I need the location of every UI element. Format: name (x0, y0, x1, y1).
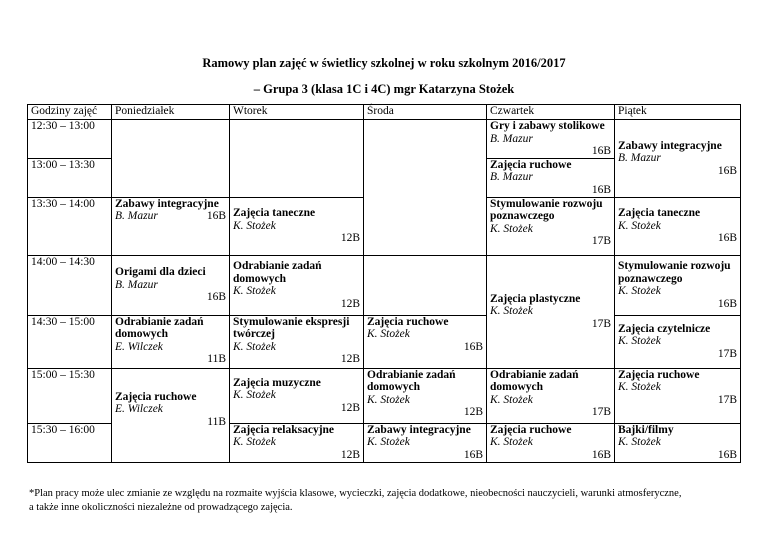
activity-name: Stymulowanie rozwoju poznawczego (490, 197, 603, 222)
teacher-name: K. Stożek (490, 222, 533, 235)
room-label: 11B (207, 353, 226, 365)
teacher-name: K. Stożek (233, 389, 276, 402)
schedule-cell (615, 315, 741, 368)
empty-cell (112, 120, 230, 198)
room-label: 17B (591, 406, 611, 418)
schedule-cell (487, 368, 615, 423)
teacher-name: K. Stożek (233, 436, 276, 448)
table-row (28, 368, 741, 423)
teacher-name: B. Mazur (115, 278, 158, 291)
header-friday: Piątek (615, 105, 741, 120)
teacher-name: E. Wilczek (115, 340, 163, 353)
room-label: 16B (717, 297, 737, 310)
time-slot: 14:00 – 14:30 (28, 255, 112, 315)
table-row (28, 255, 741, 315)
activity-name: Gry i zabawy stolikowe (490, 120, 605, 132)
teacher-name: E. Wilczek (115, 403, 163, 415)
activity-name: Zajęcia ruchowe (115, 390, 197, 403)
schedule-table (27, 104, 741, 463)
teacher-name: K. Stożek (618, 381, 661, 393)
teacher-name: K. Stożek (367, 436, 410, 448)
teacher-name: B. Mazur (490, 171, 533, 183)
room-label: 17B (717, 347, 737, 360)
activity-name: Zabawy integracyjne (618, 139, 722, 152)
schedule-cell (364, 368, 487, 423)
schedule-cell (615, 423, 741, 462)
room-label: 16B (717, 448, 737, 461)
room-label: 12B (340, 353, 360, 365)
footnote (29, 487, 749, 515)
footnote-line: *Plan pracy może ulec zmianie ze względu na rozmaite wyjścia klasowe, wycieczki, zajęcia dodatkowe, nieobecności nauczycieli, warunki atmosferyczne, (29, 488, 682, 499)
teacher-name: K. Stożek (233, 340, 276, 353)
room-label: 16B (206, 210, 226, 222)
schedule-cell (230, 315, 364, 368)
schedule-cell (615, 197, 741, 255)
room-label: 16B (591, 448, 611, 461)
header-tuesday: Wtorek (230, 105, 364, 120)
activity-name: Zajęcia muzyczne (233, 376, 321, 389)
teacher-name: K. Stożek (490, 436, 533, 448)
activity-name: Zajęcia ruchowe (618, 368, 700, 381)
time-slot: 15:00 – 15:30 (28, 368, 112, 423)
header-monday: Poniedziałek (112, 105, 230, 120)
room-label: 12B (340, 448, 360, 461)
room-label: 12B (340, 401, 360, 414)
schedule-cell (487, 197, 615, 255)
footnote-line: a także inne okoliczności niezależne od prowadzącego zajęcia. (29, 502, 293, 513)
teacher-name: B. Mazur (115, 210, 158, 222)
room-label: 16B (717, 164, 737, 177)
activity-name: Odrabianie zadań domowych (233, 260, 322, 285)
teacher-name: K. Stożek (618, 285, 661, 297)
activity-name: Bajki/filmy (618, 423, 674, 436)
document-title: Ramowy plan zajęć w świetlicy szkolnej w roku szkolnym 2016/2017 (202, 56, 566, 70)
document-subtitle: – Grupa 3 (klasa 1C i 4C) mgr Katarzyna Stożek (253, 82, 515, 96)
activity-name: Zajęcia taneczne (233, 207, 316, 220)
room-label: 16B (206, 291, 226, 304)
schedule-cell (230, 197, 364, 255)
schedule-cell (230, 368, 364, 423)
header-thursday: Czwartek (487, 105, 615, 120)
activity-name: Odrabianie zadań domowych (367, 368, 456, 393)
teacher-name: B. Mazur (490, 132, 533, 145)
room-label: 16B (591, 183, 611, 196)
table-row (28, 315, 741, 368)
activity-name: Zajęcia relaksacyjne (233, 423, 335, 436)
activity-name: Zajęcia ruchowe (490, 158, 572, 171)
activity-name: Origami dla dzieci (115, 266, 206, 279)
teacher-name: K. Stożek (618, 335, 661, 348)
schedule-cell (615, 368, 741, 423)
room-label: 16B (591, 145, 611, 157)
room-label: 17B (717, 393, 737, 406)
time-slot: 12:30 – 13:00 (28, 120, 112, 159)
activity-name: Stymulowanie ekspresji twórczej (233, 315, 350, 340)
activity-name: Zajęcia czytelnicze (618, 322, 711, 335)
time-slot: 15:30 – 16:00 (28, 423, 112, 462)
teacher-name: K. Stożek (233, 219, 276, 232)
room-label: 12B (340, 297, 360, 310)
schedule-cell (112, 315, 230, 368)
activity-name: Zajęcia plastyczne (490, 292, 581, 305)
time-slot: 13:00 – 13:30 (28, 158, 112, 197)
schedule-cell (487, 158, 615, 197)
schedule-cell (615, 255, 741, 315)
teacher-name: B. Mazur (618, 152, 661, 164)
empty-cell (364, 255, 487, 315)
activity-name: Odrabianie zadań domowych (115, 315, 204, 340)
activity-name: Zajęcia ruchowe (367, 315, 449, 328)
schedule-cell (615, 120, 741, 198)
room-label: 12B (340, 232, 360, 245)
room-label: 16B (717, 232, 737, 245)
room-label: 16B (463, 448, 483, 461)
header-wednesday: Środa (364, 105, 487, 120)
header-hours: Godziny zajęć (28, 105, 112, 120)
activity-name: Stymulowanie rozwoju poznawczego (618, 260, 731, 285)
teacher-name: K. Stożek (490, 305, 533, 318)
empty-cell (364, 120, 487, 256)
time-slot: 13:30 – 14:00 (28, 197, 112, 255)
schedule-cell (112, 197, 230, 255)
room-label: 12B (463, 406, 483, 418)
schedule-cell (230, 423, 364, 462)
room-label: 17B (591, 235, 611, 247)
schedule-cell (364, 315, 487, 368)
room-label: 11B (207, 415, 226, 428)
schedule-cell (487, 120, 615, 159)
teacher-name: K. Stożek (618, 219, 661, 232)
time-slot: 14:30 – 15:00 (28, 315, 112, 368)
activity-name: Zabawy integracyjne (367, 423, 471, 436)
activity-name: Odrabianie zadań domowych (490, 368, 579, 393)
room-label: 16B (463, 340, 483, 353)
header-row (28, 105, 741, 120)
empty-cell (230, 120, 364, 198)
schedule-cell (487, 423, 615, 462)
table-row (28, 120, 741, 159)
schedule-cell (364, 423, 487, 462)
teacher-name: K. Stożek (490, 393, 533, 406)
teacher-name: K. Stożek (233, 285, 276, 297)
schedule-cell (487, 255, 615, 368)
schedule-cell (112, 255, 230, 315)
activity-name: Zajęcia taneczne (618, 207, 701, 220)
room-label: 17B (591, 317, 611, 330)
teacher-name: K. Stożek (367, 328, 410, 340)
teacher-name: K. Stożek (618, 436, 661, 448)
schedule-cell (112, 368, 230, 462)
activity-name: Zabawy integracyjne (115, 197, 219, 210)
activity-name: Zajęcia ruchowe (490, 423, 572, 436)
schedule-cell (230, 255, 364, 315)
teacher-name: K. Stożek (367, 393, 410, 406)
